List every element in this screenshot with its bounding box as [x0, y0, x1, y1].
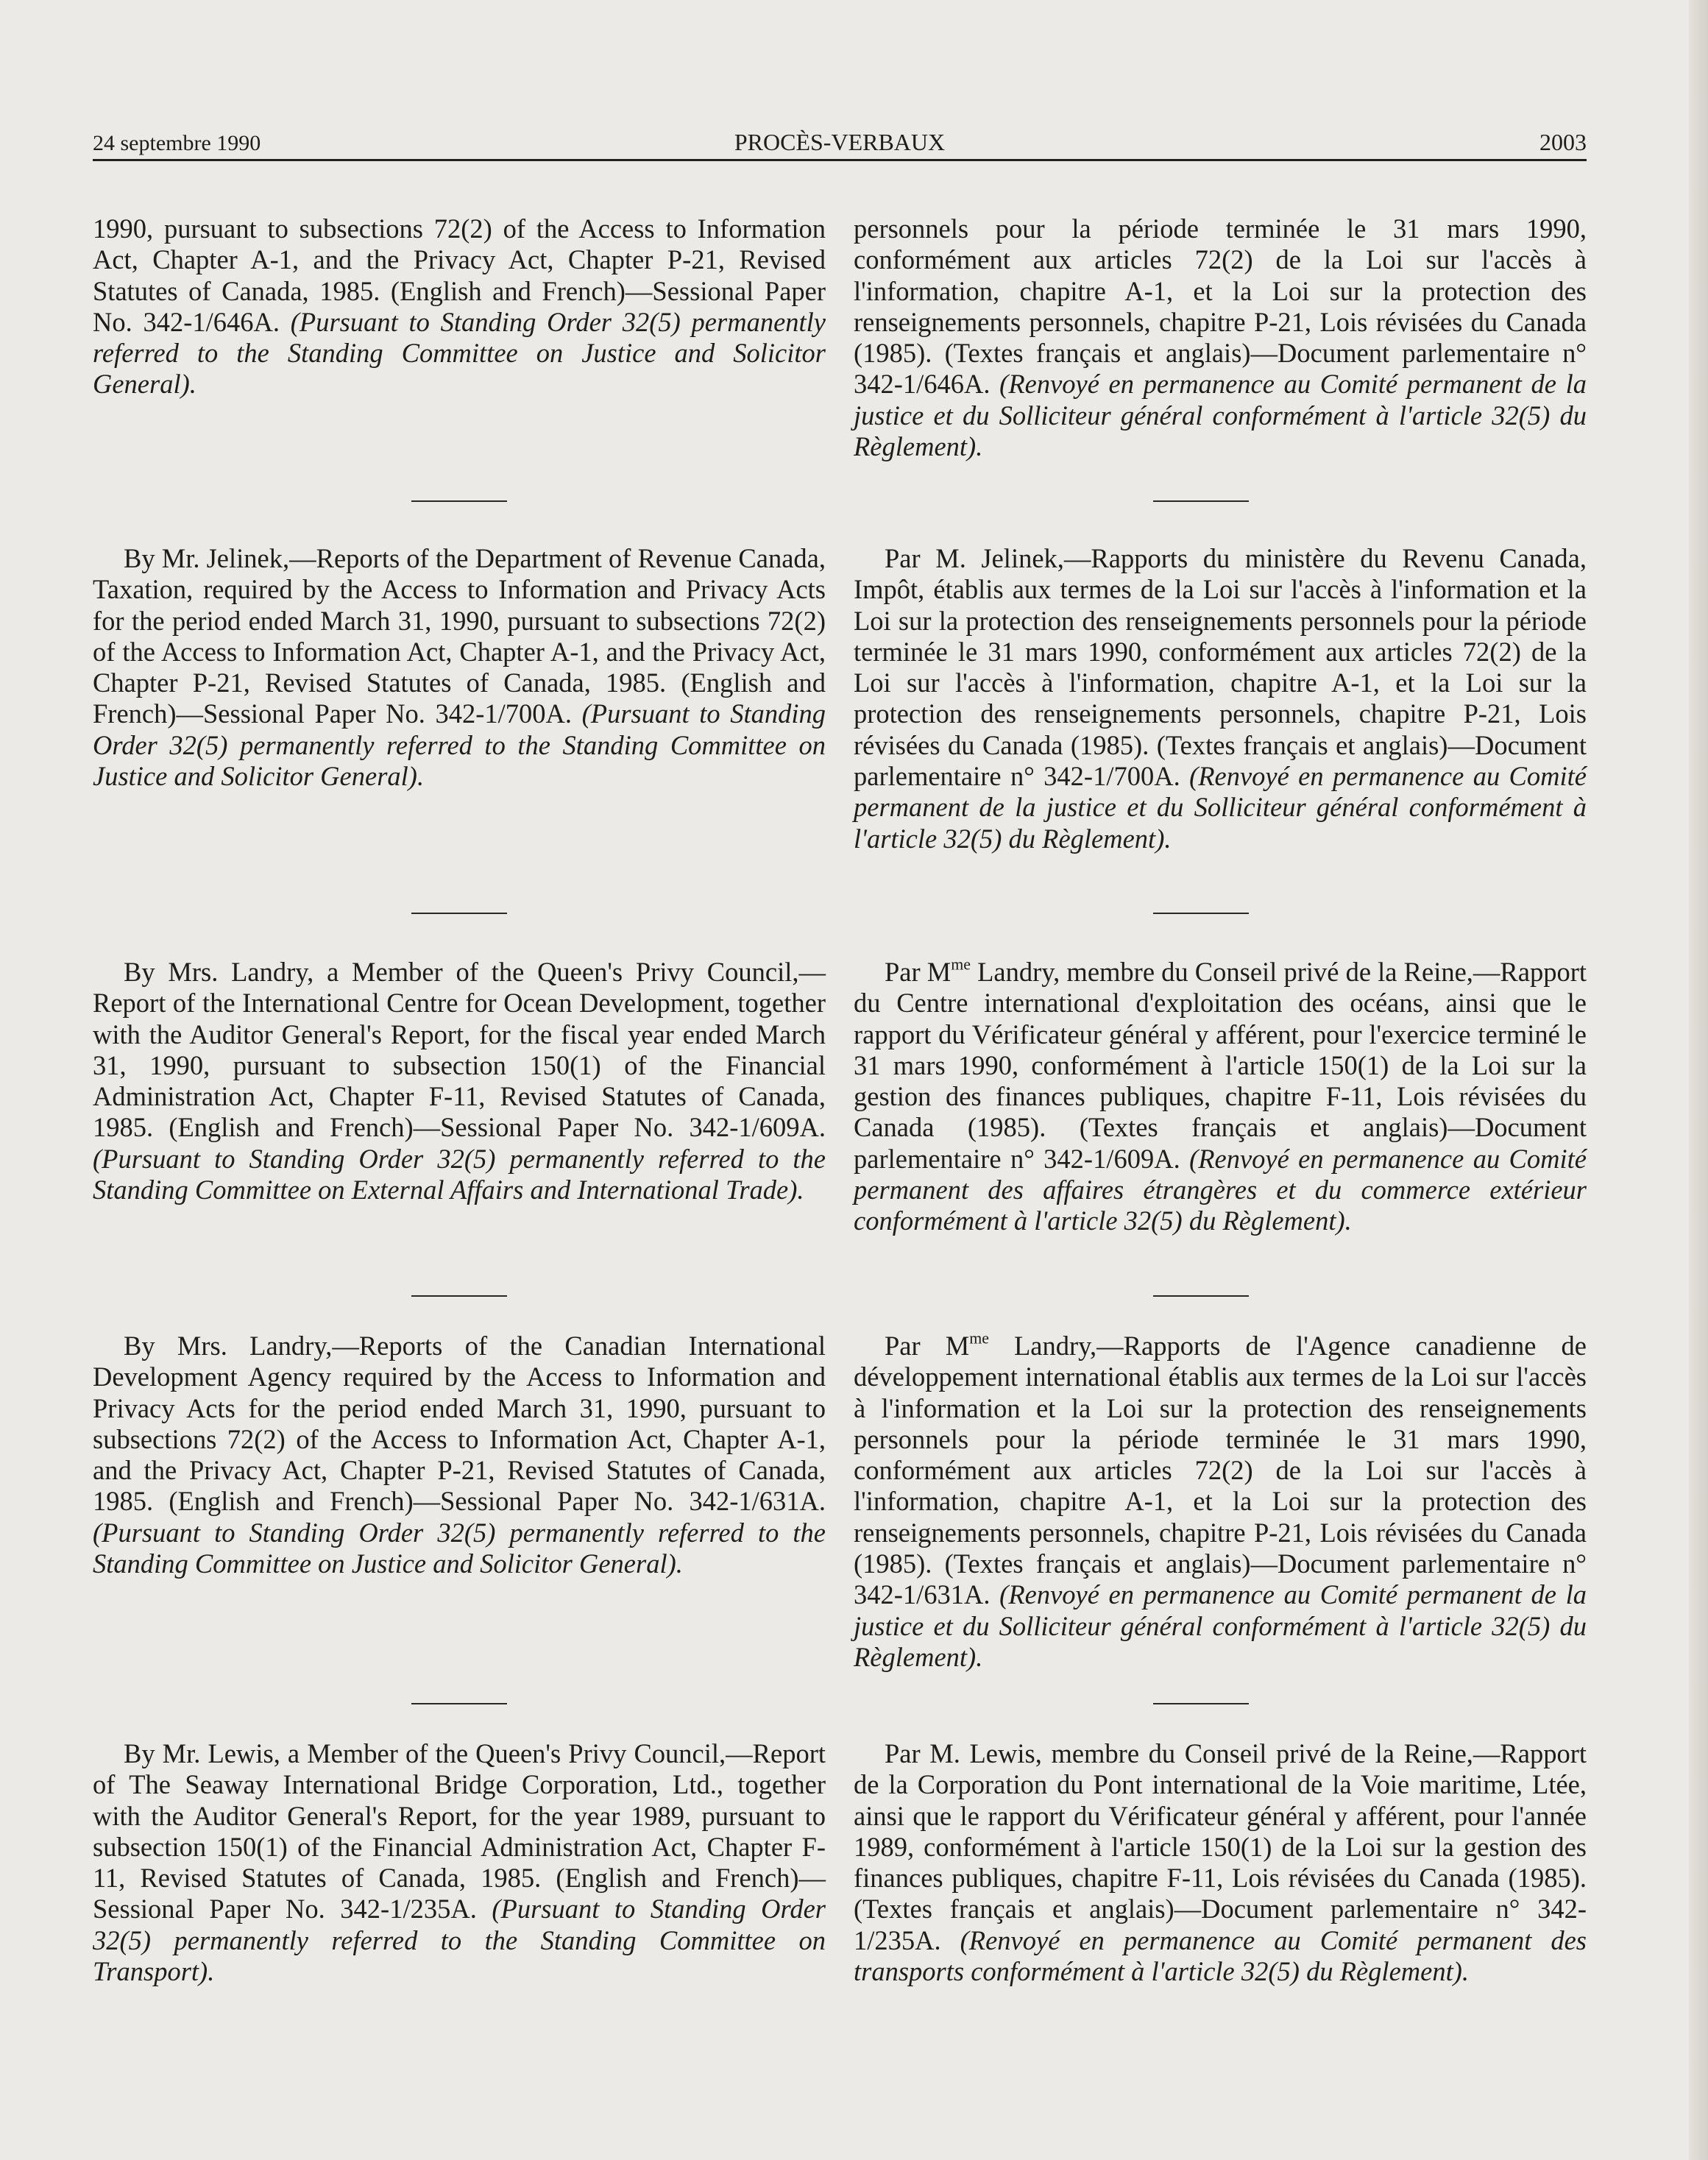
entry-text: Par M. Jelinek,—Rapports du ministère du Revenu Canada, Impôt, établis aux termes de la Loi sur l'accès à l'information et la Loi sur la protection des renseignements personnels pour la période terminée le 31 mars 1990, conformément aux articles 72(2) de la Loi sur l'accès à l'information, chapitre A-1, et la Loi sur la protection des renseignements personnels, chapitre P-21, Lois révisées du Canada (1985). (Textes français et anglais)—Document parlementaire n° 342-1/700A. — [854, 543, 1587, 792]
english-entry-4 — [93, 1331, 826, 1579]
entry-paragraph — [854, 1738, 1587, 1987]
separator-rule — [411, 1703, 507, 1704]
referral-note: (Renvoyé en permanence au Comité permanent des affaires étrangères et du commerce extérieur conformément à l'article 32(5) du Règlement). — [854, 1143, 1587, 1236]
referral-note: (Pursuant to Standing Order 32(5) permanently referred to the Standing Committee on Justice and Solicitor General). — [93, 1517, 826, 1579]
entry-paragraph — [93, 957, 826, 1205]
separator-rule — [411, 500, 507, 502]
entry-paragraph — [93, 543, 826, 792]
entry-paragraph — [93, 1331, 826, 1579]
separator-rule — [1153, 500, 1249, 502]
french-entry-2 — [854, 543, 1587, 854]
entry-text: Landry,—Rapports de l'Agence canadienne de développement international établis aux termes de la Loi sur l'accès à l'information et la Loi sur la protection des renseignements personnels pour la période terminée le 31 mars 1990, conformément aux articles 72(2) de la Loi sur l'accès à l'information, chapitre A-1, et la Loi sur la protection des renseignements personnels, chapitre P-21, Lois révisées du Canada (1985). (Textes français et anglais)—Document parlementaire n° 342-1/631A. — [854, 1331, 1587, 1610]
separator-rule — [411, 1295, 507, 1297]
english-entry-3 — [93, 957, 826, 1205]
entry-paragraph — [854, 543, 1587, 854]
entry-prefix: Par M — [885, 957, 952, 987]
entry-paragraph — [854, 957, 1587, 1237]
referral-note: (Pursuant to Standing Order 32(5) permanently referred to the Standing Committee on External Affairs and International Trade). — [93, 1143, 826, 1205]
entry-text: Landry, membre du Conseil privé de la Reine,—Rapport du Centre international d'exploitation des océans, ainsi que le rapport du Vérificateur général y afférent, pour l'exercice terminé le 31 mars 1990, conformément à l'article 150(1) de la Loi sur la gestion des finances publiques, chapitre F-11, Lois révisées du Canada (1985). (Textes français et anglais)—Document parlementaire n° 342-1/609A. — [854, 957, 1587, 1174]
entry-text: 1990, pursuant to subsections 72(2) of the Access to Information Act, Chapter A-1, and the Privacy Act, Chapter P-21, Revised Statutes of Canada, 1985. (English and French)—Sessional Paper No. 342-1/646A. — [93, 213, 826, 337]
french-entry-4 — [854, 1328, 1587, 1673]
french-entry-5 — [854, 1738, 1587, 1987]
entry-text: By Mr. Jelinek,—Reports of the Department of Revenue Canada, Taxation, required by the Access to Information and Privacy Acts for the period ended March 31, 1990, pursuant to subsections 72(2) of the Access to Information Act, Chapter A-1, and the Privacy Act, Chapter P-21, Revised Statutes of Canada, 1985. (English and French)—Sessional Paper No. 342-1/700A. — [93, 543, 826, 729]
entry-text: personnels pour la période terminée le 31 mars 1990, conformément aux articles 72(2) de la Loi sur l'accès à l'information, chapitre A-1, et la Loi sur la protection des renseignements personnels, chapitre P-21, Lois révisées du Canada (1985). (Textes français et anglais)—Document parlementaire n° 342-1/646A. — [854, 213, 1587, 400]
running-header — [93, 124, 1587, 159]
separator-rule — [1153, 1703, 1249, 1704]
referral-note: (Renvoyé en permanence au Comité permanent de la justice et du Solliciteur général conformément à l'article 32(5) du Règlement). — [854, 761, 1587, 854]
separator-rule — [1153, 913, 1249, 914]
header-title: PROCÈS-VERBAUX — [734, 129, 946, 155]
header-rule — [93, 159, 1587, 161]
separator-rule — [411, 913, 507, 914]
referral-note: (Renvoyé en permanence au Comité permanent de la justice et du Solliciteur général conformément à l'article 32(5) du Règlement). — [854, 369, 1587, 462]
entry-paragraph — [854, 1328, 1587, 1673]
title-superscript: me — [969, 1328, 989, 1348]
english-entry-2 — [93, 543, 826, 792]
separator-rule — [1153, 1295, 1249, 1297]
entry-prefix: Par M — [885, 1331, 970, 1361]
referral-note: (Renvoyé en permanence au Comité permanent de la justice et du Solliciteur général conformément à l'article 32(5) du Règlement). — [854, 1579, 1587, 1672]
english-entry-5 — [93, 1738, 826, 1987]
entry-paragraph — [93, 1738, 826, 1987]
entry-paragraph — [854, 213, 1587, 462]
page-edge — [1689, 0, 1708, 2160]
referral-note: (Pursuant to Standing Order 32(5) permanently referred to the Standing Committee on Justice and Solicitor General). — [93, 306, 826, 400]
english-entry-1 — [93, 213, 826, 400]
header-date: 24 septembre 1990 — [93, 131, 261, 155]
page-number: 2003 — [1539, 129, 1587, 155]
referral-note: (Pursuant to Standing Order 32(5) permanently referred to the Standing Committee on Justice and Solicitor General). — [93, 698, 826, 792]
referral-note: (Pursuant to Standing Order 32(5) permanently referred to the Standing Committee on Transport). — [93, 1894, 826, 1987]
entry-paragraph — [93, 213, 826, 400]
entry-text: Par M. Lewis, membre du Conseil privé de la Reine,—Rapport de la Corporation du Pont international de la Voie maritime, Ltée, ainsi que le rapport du Vérificateur général y afférent, pour l'année 1989, conformément à l'article 150(1) de la Loi sur la gestion des finances publiques, chapitre F-11, Lois révisées du Canada (1985). (Textes français et anglais)—Document parlementaire n° 342-1/235A. — [854, 1738, 1587, 1955]
entry-text: By Mr. Lewis, a Member of the Queen's Privy Council,—Report of The Seaway International Bridge Corporation, Ltd., together with the Auditor General's Report, for the year 1989, pursuant to subsection 150(1) of the Financial Administration Act, Chapter F-11, Revised Statutes of Canada, 1985. (English and French)—Sessional Paper No. 342-1/235A. — [93, 1738, 826, 1924]
french-entry-1 — [854, 213, 1587, 462]
entry-text: By Mrs. Landry, a Member of the Queen's Privy Council,—Report of the International Centre for Ocean Development, together with the Auditor General's Report, for the fiscal year ended March 31, 1990, pursuant to subsection 150(1) of the Financial Administration Act, Chapter F-11, Revised Statutes of Canada, 1985. (English and French)—Sessional Paper No. 342-1/609A. — [93, 957, 826, 1143]
title-superscript: me — [951, 955, 971, 974]
referral-note: (Renvoyé en permanence au Comité permanent des transports conformément à l'article 32(5) du Règlement). — [854, 1924, 1587, 1987]
french-entry-3 — [854, 957, 1587, 1237]
entry-text: By Mrs. Landry,—Reports of the Canadian International Development Agency required by the Access to Information and Privacy Acts for the period ended March 31, 1990, pursuant to subsections 72(2) of the Access to Information Act, Chapter A-1, and the Privacy Act, Chapter P-21, Revised Statutes of Canada, 1985. (English and French)—Sessional Paper No. 342-1/631A. — [93, 1331, 826, 1517]
